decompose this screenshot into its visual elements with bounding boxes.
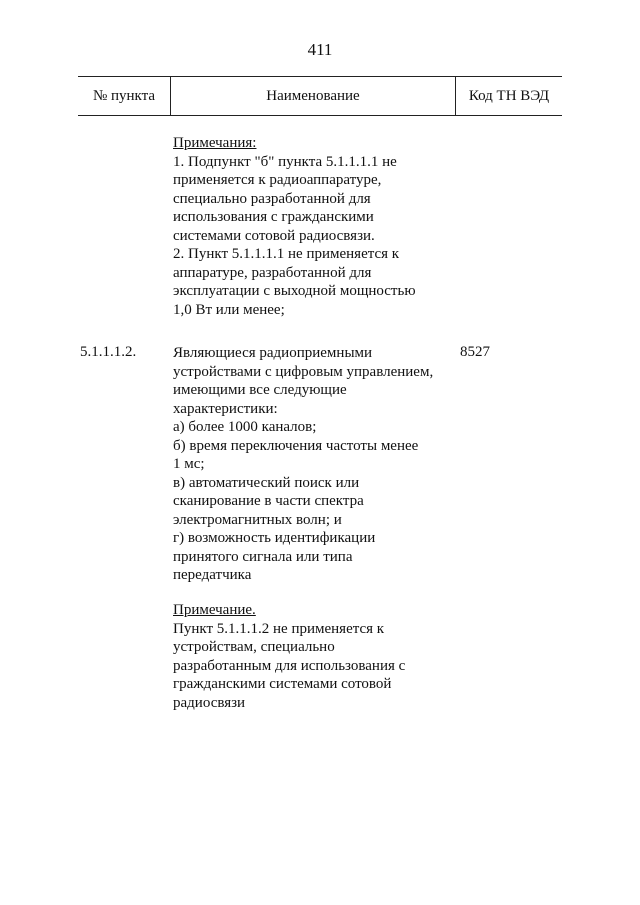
entry-line: сканирование в части спектра [173, 493, 364, 509]
table-header-bottom-rule [78, 115, 562, 116]
header-code: Код ТН ВЭД [468, 88, 550, 104]
notes-line: применяется к радиоаппаратуре, [173, 172, 382, 188]
notes-line: системами сотовой радиосвязи. [173, 227, 375, 244]
entry-line: характеристики: [173, 400, 278, 417]
note-line: устройствам, специально [173, 639, 335, 655]
note-line: Пункт 5.1.1.1.2 не применяется к [173, 620, 385, 637]
note-line: разработанным для использования с [173, 657, 406, 674]
entry-line: Являющиеся радиоприемными [173, 345, 373, 361]
entry-line: г) возможность идентификации [173, 530, 376, 546]
notes-line: аппаратуре, разработанной для [173, 264, 372, 281]
entry-line: имеющими все следующие [173, 382, 347, 398]
entry-code: 8527 [460, 344, 490, 360]
entry-number: 5.1.1.1.2. [80, 344, 137, 360]
header-name: Наименование [266, 88, 360, 104]
entry-line: электромагнитных волн; и [173, 511, 342, 528]
notes-title: Примечания: [173, 135, 257, 151]
note-title: Примечание. [173, 602, 256, 618]
note-line: гражданскими системами сотовой [173, 676, 392, 692]
notes-line: использования с гражданскими [173, 209, 374, 225]
entry-line: передатчика [173, 567, 252, 583]
table-header-top-rule [78, 76, 562, 77]
notes-line: специально разработанной для [173, 190, 371, 207]
notes-block-1 [173, 134, 416, 319]
entry-line: принятого сигнала или типа [173, 548, 353, 565]
notes-line: эксплуатации с выходной мощностью [173, 283, 416, 299]
notes-line: 1. Подпункт "б" пункта 5.1.1.1.1 не [173, 153, 397, 170]
entry-description [173, 344, 433, 585]
notes-line: 2. Пункт 5.1.1.1.1 не применяется к [173, 246, 400, 262]
entry-line: устройствами с цифровым управлением, [173, 363, 434, 380]
header-item-number: № пункта [92, 88, 156, 104]
notes-block-2 [173, 601, 405, 712]
entry-line: б) время переключения частоты менее [173, 437, 419, 454]
entry-line: в) автоматический поиск или [173, 474, 360, 491]
note-line: радиосвязи [173, 694, 246, 711]
notes-line: 1,0 Вт или менее; [173, 301, 285, 318]
entry-line: 1 мс; [173, 456, 205, 472]
entry-line: а) более 1000 каналов; [173, 419, 317, 435]
page-number: 411 [307, 40, 333, 59]
